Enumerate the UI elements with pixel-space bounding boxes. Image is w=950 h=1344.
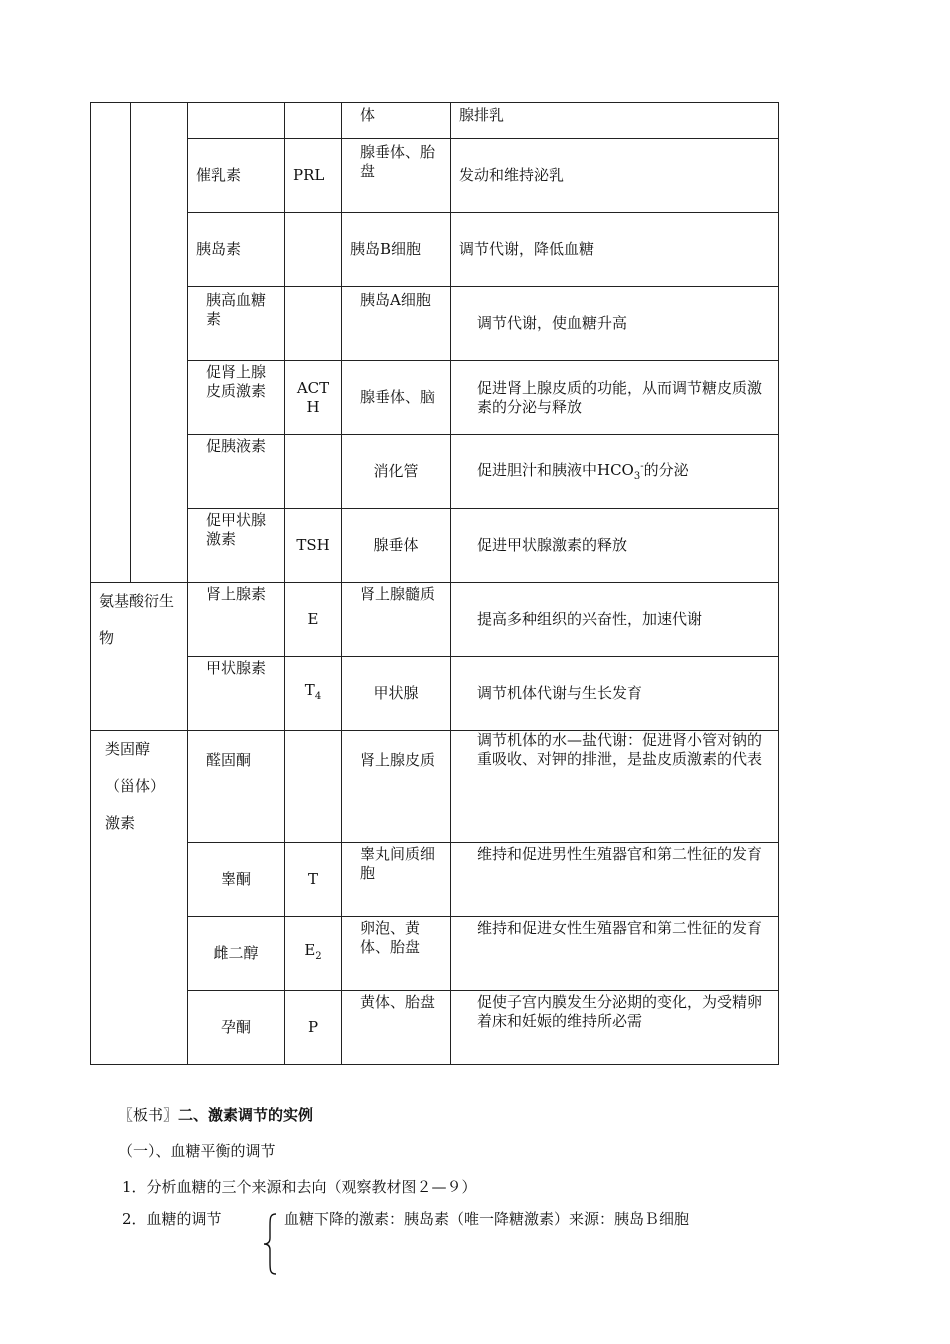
hormone-name: 促甲状腺激素 <box>188 509 285 583</box>
hormone-abbr: T <box>285 843 342 917</box>
board-prefix: 〖板书〗 <box>118 1106 179 1124</box>
hormone-abbr: PRL <box>285 139 342 213</box>
hormone-function: 促使子宫内膜发生分泌期的变化，为受精卵着床和妊娠的维持所必需 <box>451 991 779 1065</box>
hormone-gland: 肾上腺髓质 <box>342 583 451 657</box>
hormone-name: 肾上腺素 <box>188 583 285 657</box>
hormone-gland: 胰岛B细胞 <box>342 213 451 287</box>
hormone-abbr <box>285 731 342 843</box>
abbr-subscript: 2 <box>315 951 322 962</box>
table-row <box>91 583 779 657</box>
table-row <box>91 435 779 509</box>
hormone-name: 促胰液素 <box>188 435 285 509</box>
sub-heading: （一）、血糖平衡的调节 <box>118 1142 276 1160</box>
table-row <box>91 509 779 583</box>
hormone-gland: 消化管 <box>342 435 451 509</box>
hormone-name: 醛固酮 <box>188 731 285 843</box>
table-row <box>91 657 779 731</box>
abbr-text: T <box>304 681 315 699</box>
abbr-text: E <box>304 941 316 959</box>
hormone-gland: 肾上腺皮质 <box>342 731 451 843</box>
hormone-name: 雌二醇 <box>188 917 285 991</box>
hormone-name: 甲状腺素 <box>188 657 285 731</box>
hormone-name <box>188 103 285 139</box>
board-heading <box>118 1104 313 1126</box>
hormone-name-text: 促肾上腺皮质激素 <box>206 363 267 400</box>
hormone-gland-text: 胰岛A细胞 <box>360 291 431 309</box>
table-row <box>91 991 779 1065</box>
category-cell <box>91 103 131 583</box>
function-text-end: 的分泌 <box>643 461 689 479</box>
hormone-gland <box>342 139 451 213</box>
hormone-abbr <box>285 657 342 731</box>
hormone-abbr <box>285 287 342 361</box>
hormone-gland: 甲状腺 <box>342 657 451 731</box>
hormone-function: 促进肾上腺皮质的功能，从而调节糖皮质激素的分泌与释放 <box>451 361 779 435</box>
board-title: 二、激素调节的实例 <box>178 1106 314 1124</box>
hormone-table <box>90 102 779 1065</box>
hormone-abbr: P <box>285 991 342 1065</box>
hormone-function: 腺排乳 <box>451 103 779 139</box>
hormone-function: 调节机体代谢与生长发育 <box>451 657 779 731</box>
hormone-abbr: E <box>285 583 342 657</box>
hormone-name: 胰岛素 <box>188 213 285 287</box>
table-row <box>91 287 779 361</box>
hormone-gland <box>342 287 451 361</box>
hormone-gland: 腺垂体 <box>342 509 451 583</box>
table-row <box>91 139 779 213</box>
hormone-abbr <box>285 435 342 509</box>
hormone-gland: 体 <box>342 103 451 139</box>
hormone-function: 发动和维持泌乳 <box>451 139 779 213</box>
function-superscript: - <box>640 461 644 472</box>
hormone-name <box>188 287 285 361</box>
hormone-function: 维持和促进女性生殖器官和第二性征的发育 <box>451 917 779 991</box>
left-brace-icon <box>262 1212 278 1276</box>
table-row <box>91 361 779 435</box>
hormone-function: 调节代谢，降低血糖 <box>451 213 779 287</box>
category-cell: 类固醇（甾体）激素 <box>91 731 188 1065</box>
table-row <box>91 103 779 139</box>
table-row <box>91 213 779 287</box>
hormone-gland: 腺垂体、脑 <box>342 361 451 435</box>
hormone-function: 调节机体的水—盐代谢：促进肾小管对钠的重吸收、对钾的排泄，是盐皮质激素的代表 <box>451 731 779 843</box>
function-text: 促进胆汁和胰液中HCO <box>477 461 634 479</box>
hormone-abbr <box>285 103 342 139</box>
table-row <box>91 731 779 843</box>
hormone-name: 睾酮 <box>188 843 285 917</box>
hormone-gland: 睾丸间质细胞 <box>342 843 451 917</box>
table-row <box>91 917 779 991</box>
hormone-function: 提高多种组织的兴奋性，加速代谢 <box>451 583 779 657</box>
abbr-subscript: 4 <box>314 691 322 702</box>
hormone-function: 维持和促进男性生殖器官和第二性征的发育 <box>451 843 779 917</box>
hormone-name: 孕酮 <box>188 991 285 1065</box>
regulation-detail: 血糖下降的激素：胰岛素（唯一降糖激素）来源：胰岛Ｂ细胞 <box>284 1210 690 1228</box>
hormone-name-text: 胰高血糖素 <box>206 291 267 328</box>
hormone-gland-text: 腺垂体、胎盘 <box>360 143 436 180</box>
hormone-abbr <box>285 917 342 991</box>
hormone-name: 催乳素 <box>188 139 285 213</box>
hormone-function: 促进甲状腺激素的释放 <box>451 509 779 583</box>
function-subscript: 3 <box>633 471 641 482</box>
hormone-abbr: TSH <box>285 509 342 583</box>
list-item: 2．血糖的调节 <box>122 1210 222 1228</box>
hormone-function <box>451 435 779 509</box>
subcategory-cell <box>131 103 188 583</box>
list-item: 1．分析血糖的三个来源和去向（观察教材图２—９） <box>122 1178 477 1196</box>
hormone-name <box>188 361 285 435</box>
hormone-gland: 黄体、胎盘 <box>342 991 451 1065</box>
hormone-function: 调节代谢，使血糖升高 <box>451 287 779 361</box>
table-row <box>91 843 779 917</box>
category-cell: 氨基酸衍生物 <box>91 583 188 731</box>
hormone-gland: 卵泡、黄体、胎盘 <box>342 917 451 991</box>
hormone-abbr <box>285 213 342 287</box>
hormone-abbr: ACTH <box>285 361 342 435</box>
